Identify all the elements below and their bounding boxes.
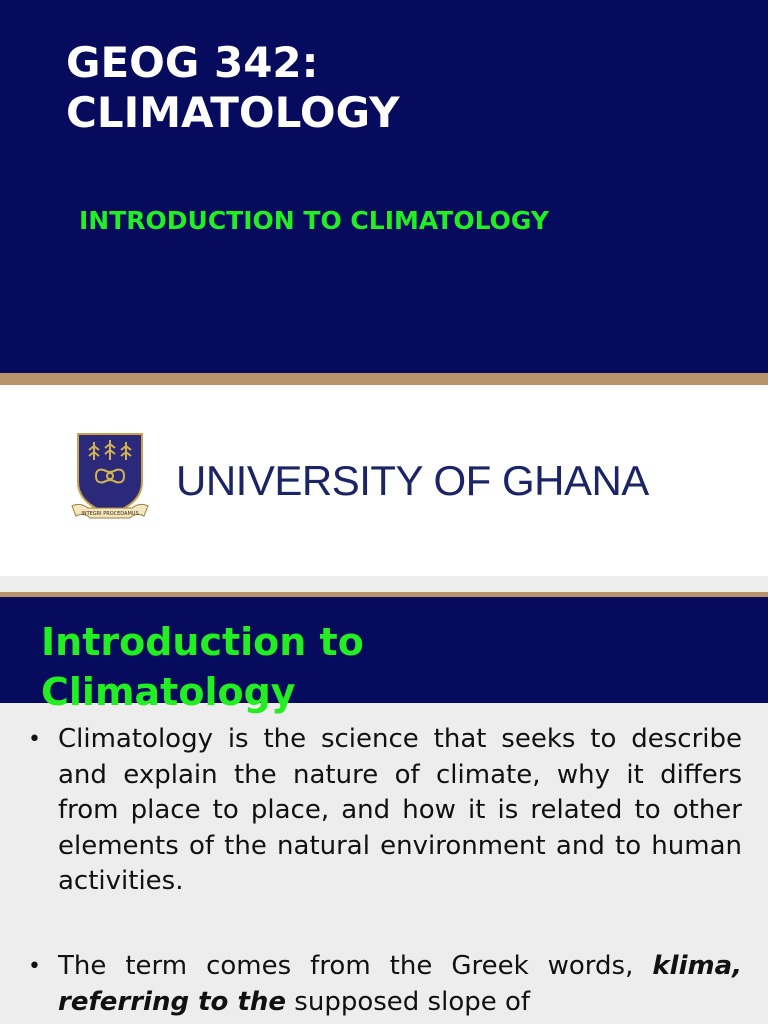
list-item	[28, 949, 742, 1020]
bullet-text-end: supposed slope of	[286, 986, 531, 1017]
bullet-marker: •	[28, 727, 41, 752]
bullet-marker: •	[28, 954, 41, 979]
gold-divider-top	[0, 373, 768, 385]
bullet-text: Climatology is the science that seeks to describe and explain the nature of climate, why it differs from place to place, and how it is related to other elements of the natural environment and to human activities.	[58, 724, 742, 896]
course-title: GEOG 342: CLIMATOLOGY	[66, 38, 400, 137]
crest-motto: INTEGRI PROCEDAMUS	[81, 511, 139, 517]
bullet-text-emphasis: klima, referring to the	[58, 951, 742, 1017]
slide-gap	[0, 576, 768, 592]
bullet-text	[58, 949, 742, 1020]
university-name: UNIVERSITY OF GHANA	[176, 457, 649, 504]
course-subtitle: INTRODUCTION TO CLIMATOLOGY	[79, 206, 549, 235]
content-slide-title: Introduction to Climatology	[41, 620, 364, 714]
bullet-text-start: The term comes from the Greek words,	[58, 951, 653, 981]
university-crest-icon	[70, 432, 150, 522]
list-item	[28, 722, 742, 900]
